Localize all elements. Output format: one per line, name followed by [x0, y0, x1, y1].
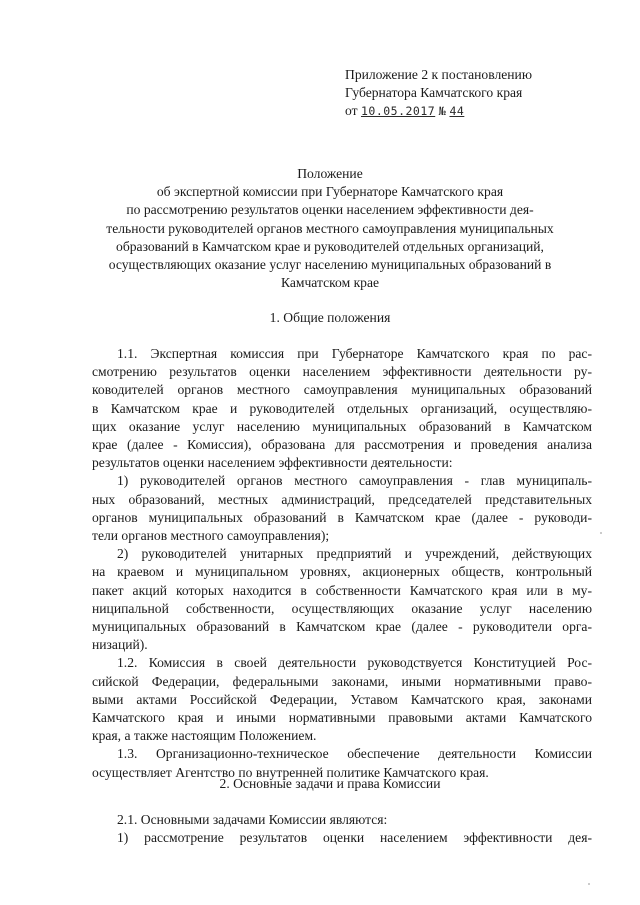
paragraph-line: смотрению результатов оценки населением эффективности деятельности ру- [92, 364, 592, 380]
title-line: по рассмотрению результатов оценки населением эффективности дея- [126, 202, 534, 218]
paragraph-line: щих оказание услуг населению муниципальных образований в Камчатском [92, 418, 592, 434]
section-1-body [92, 345, 592, 782]
paragraph-line: 2.1. Основными задачами Комиссии являются: [117, 812, 388, 827]
paragraph-line: ководителей органов местного самоуправления муниципальных образований [92, 382, 592, 398]
paragraph-line: пакет акций которых находится в собственности Камчатского края или в му- [92, 582, 592, 598]
appendix-line-2: Губернатора Камчатского края [345, 85, 523, 101]
handwritten-date: 10.05.2017 [360, 104, 436, 119]
paragraph-line: в Камчатском крае и руководителей отдельных организаций, осуществляю- [92, 400, 592, 416]
paragraph-line: 1) руководителей органов местного самоуправления - глав муниципаль- [117, 473, 592, 489]
paragraph-line: ниципальной собственности, осуществляющих оказание услуг населению [92, 600, 592, 616]
appendix-line-1: Приложение 2 к постановлению [345, 67, 532, 82]
title-line: образований в Камчатском крае и руководителей отдельных организаций, [116, 238, 544, 254]
paragraph-line: края, а также настоящим Положением. [92, 728, 317, 744]
section-2-body [92, 811, 592, 847]
paragraph-line: 1) рассмотрение результатов оценки населением эффективности дея- [117, 830, 592, 846]
paragraph-line: 1.2. Комиссия в своей деятельности руководствуется Конституцией Рос- [117, 655, 592, 671]
section-1-heading: 1. Общие положения [269, 310, 391, 325]
paragraph-line: крае (далее - Комиссия), образована для рассмотрения и проведения анализа [92, 437, 592, 453]
title-line: Положение [297, 166, 363, 181]
appendix-date-line [345, 102, 605, 120]
handwritten-number: 44 [449, 104, 465, 119]
appendix-date-prefix: от [345, 103, 358, 119]
paragraph-line: ных образований, местных администраций, председателей представительных [92, 491, 592, 507]
document-title [80, 165, 580, 292]
paragraph-line: муниципальных образований в Камчатском крае (далее - руководители орга- [92, 619, 592, 635]
paragraph-line: 1.3. Организационно-техническое обеспечение деятельности Комиссии [117, 746, 592, 762]
title-line: об экспертной комиссии при Губернаторе Камчатского края [156, 184, 504, 200]
paragraph-line: выми актами Российской Федерации, Уставом Камчатского края, законами [92, 691, 592, 707]
paragraph-line: на краевом и муниципальном уровнях, акционерных обществ, контрольный [92, 564, 592, 580]
title-line: Камчатском крае [280, 275, 380, 291]
paragraph-line: органов муниципальных образований в Камчатском крае (далее - руководи- [92, 509, 592, 525]
appendix-header [345, 66, 605, 121]
paragraph-line: 2) руководителей унитарных предприятий и учреждений, действующих [117, 546, 592, 562]
scan-speck [600, 532, 602, 534]
scan-speck [588, 883, 590, 885]
section-2-heading: 2. Основные задачи и права Комиссии [219, 776, 441, 791]
paragraph-line: Камчатского края и иными нормативными правовыми актами Камчатского [92, 710, 592, 726]
paragraph-line: низаций). [92, 637, 148, 653]
paragraph-line: тели органов местного самоуправления); [92, 528, 330, 544]
paragraph-line: 1.1. Экспертная комиссия при Губернаторе Камчатского края по рас- [117, 346, 592, 361]
title-line: осуществляющих оказание услуг населению муниципальных образований в [108, 257, 552, 273]
number-sign: № [438, 104, 447, 119]
paragraph-line: результатов оценки населением эффективности деятельности: [92, 455, 453, 471]
paragraph-line: осуществляет Агентство по внутренней политике Камчатского края. [92, 764, 489, 780]
paragraph-line: сийской Федерации, федеральными законами, иными нормативными право- [92, 673, 592, 689]
title-line: тельности руководителей органов местного самоуправления муниципальных [106, 220, 554, 236]
